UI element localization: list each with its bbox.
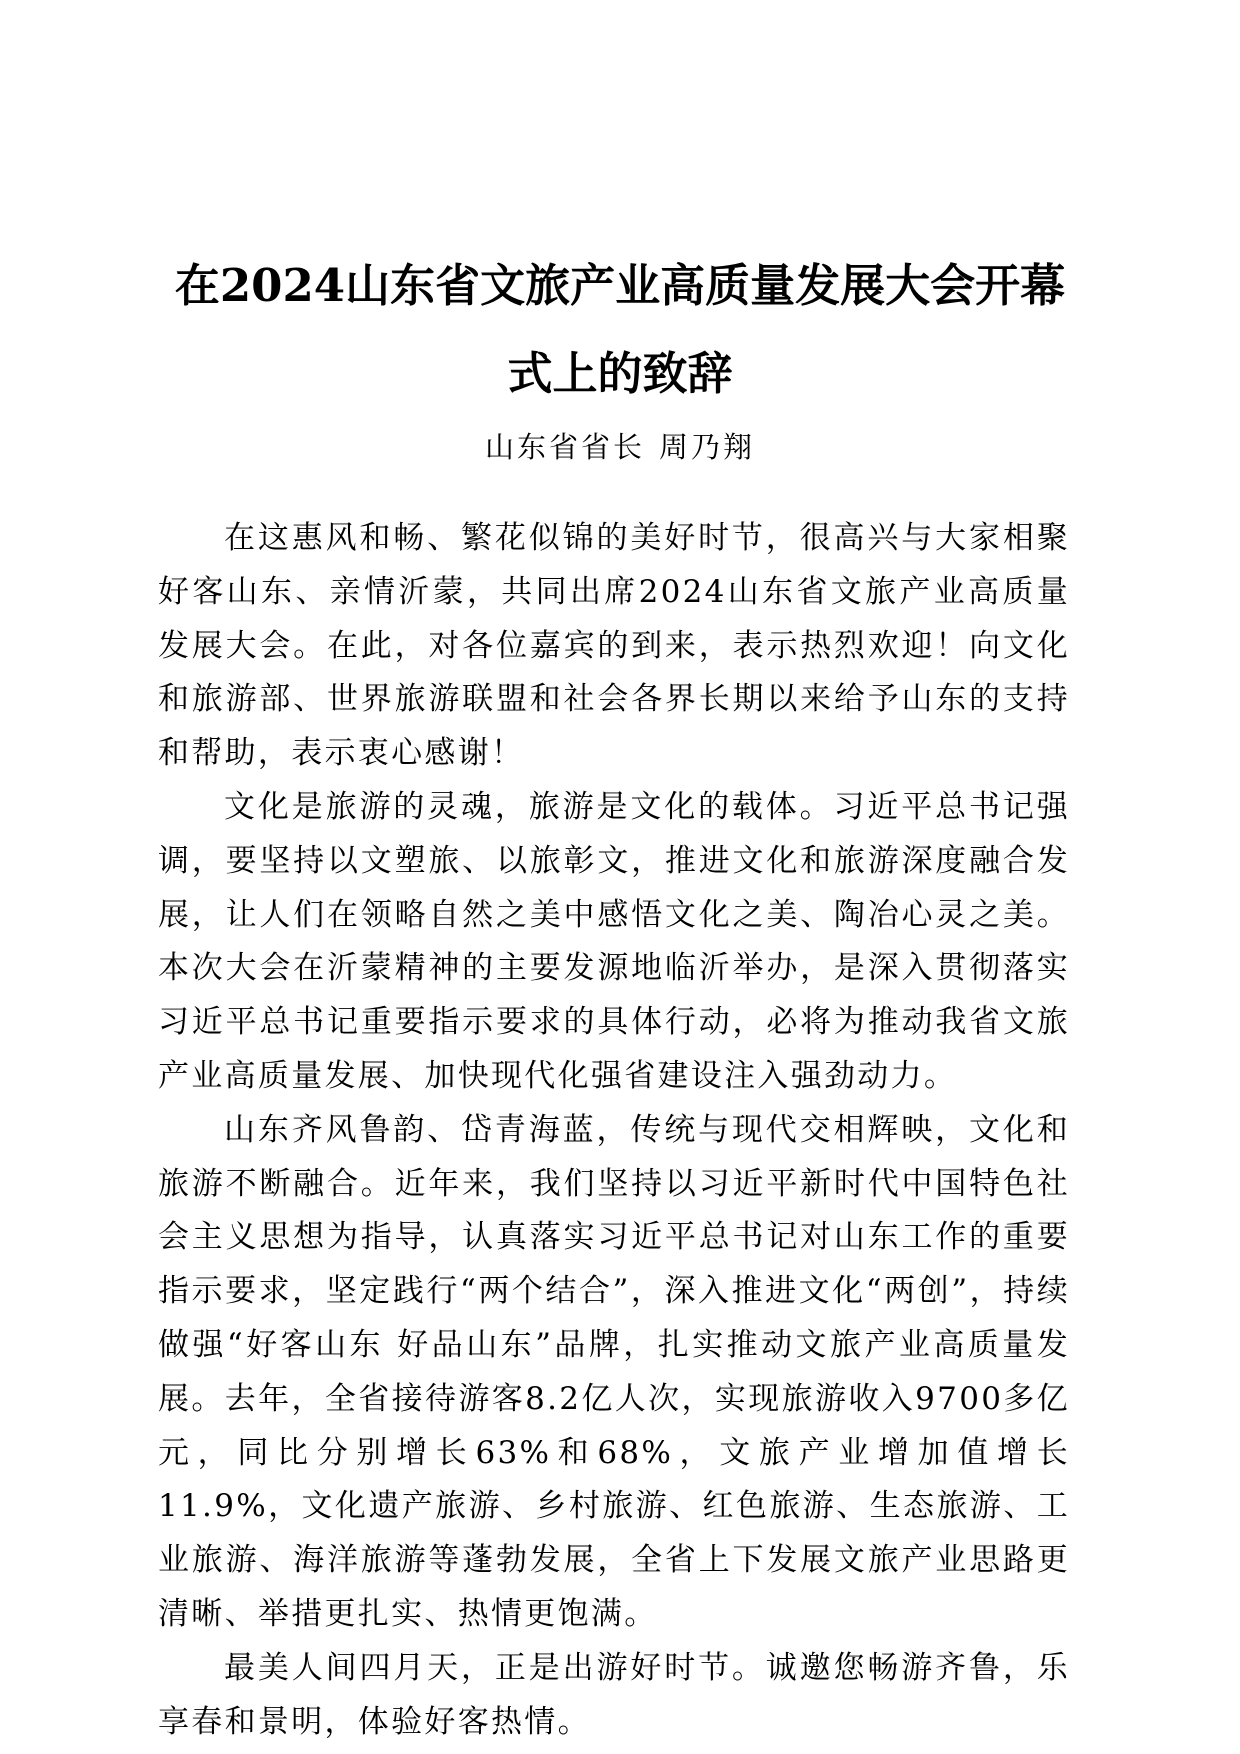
paragraph-2: 文化是旅游的灵魂，旅游是文化的载体。习近平总书记强调，要坚持以文塑旅、以旅彰文，推进文化和旅游深度融合发展，让人们在领略自然之美中感悟文化之美、陶冶心灵之美。本次大会在沂蒙精神的主要发源地临沂举办，是深入贯彻落实习近平总书记重要指示要求的具体行动，必将为推动我省文旅产业高质量发展、加快现代化强省建设注入强劲动力。 [158,788,1070,1094]
title-line-1: 在2024山东省文旅产业高质量发展大会开幕 [174,259,1066,312]
author-line [150,427,1090,467]
paragraph-3: 山东齐风鲁韵、岱青海蓝，传统与现代交相辉映，文化和旅游不断融合。近年来，我们坚持以习近平新时代中国特色社会主义思想为指导，认真落实习近平总书记对山东工作的重要指示要求，坚定践行“两个结合”，深入推进文化“两创”，持续做强“好客山东 好品山东”品牌，扎实推动文旅产业高质量发展。去年，全省接待游客8.2亿人次，实现旅游收入9700多亿元，同比分别增长63%和68%，文旅产业增加值增长11.9%，文化遗产旅游、乡村旅游、红色旅游、生态旅游、工业旅游、海洋旅游等蓬勃发展，全省上下发展文旅产业思路更清晰、举措更扎实、热情更饱满。 [158,1111,1070,1632]
author-position: 山东省省长 [484,430,645,464]
paragraph-4: 最美人间四月天，正是出游好时节。诚邀您畅游齐鲁，乐享春和景明，体验好客热情。 [158,1649,1070,1740]
paragraph-1: 在这惠风和畅、繁花似锦的美好时节，很高兴与大家相聚好客山东、亲情沂蒙，共同出席2024山东省文旅产业高质量发展大会。在此，对各位嘉宾的到来，表示热烈欢迎！向文化和旅游部、世界旅游联盟和社会各界长期以来给予山东的支持和帮助，表示衷心感谢！ [158,520,1070,772]
title-line-2: 式上的致辞 [507,347,733,400]
author-name: 周乃翔 [659,430,756,464]
speech-body [158,512,1070,1749]
